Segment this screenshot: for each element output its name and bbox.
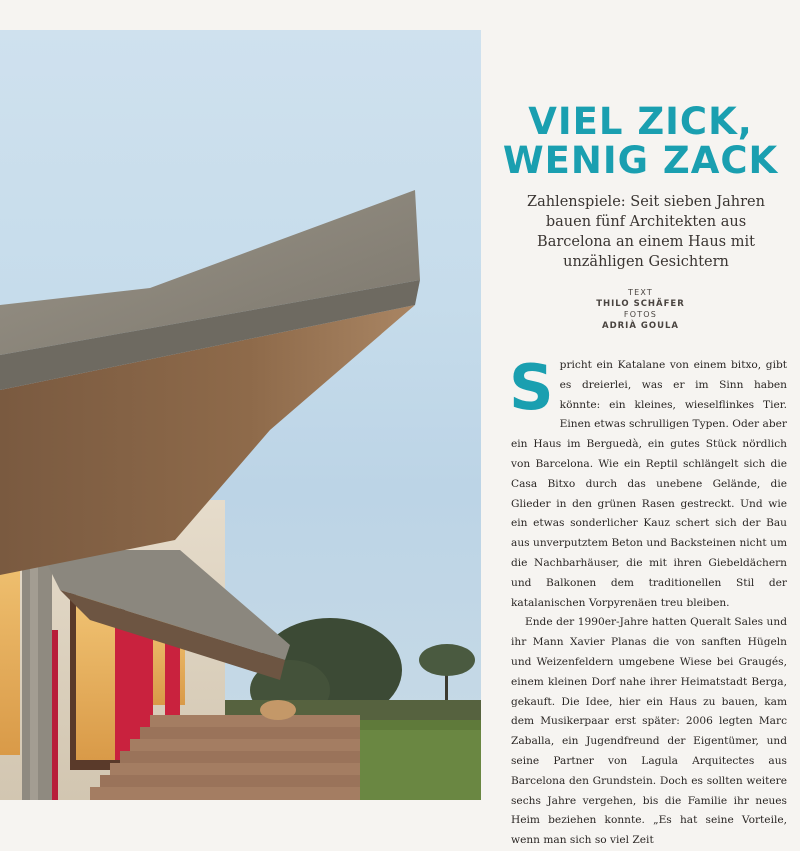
photo-label: FOTOS: [623, 310, 658, 319]
subtitle: Zahlenspiele: Seit sieben Jahren bauen fünf Architekten aus Barcelona an einem Haus mit unzähligen Gesichtern: [527, 194, 765, 270]
headline-line-1: VIEL ZICK,: [528, 100, 753, 143]
article-column: [481, 0, 800, 847]
house-photo-illustration: [0, 30, 481, 800]
palm-tree: [419, 644, 475, 676]
text-author: THILO SCHÄFER: [596, 299, 685, 309]
article-photo: [0, 30, 481, 800]
article-body: [509, 351, 787, 851]
headline-line-2: WENIG ZACK: [502, 139, 779, 182]
credits: [481, 288, 800, 332]
drop-cap: S: [509, 351, 554, 424]
photo-author: ADRIÀ GOULA: [602, 321, 679, 331]
body-paragraph-1: pricht ein Katalane von einem bitxo, gibt es dreierlei, was er im Sinn haben könnte: ein kleines, wieselflinkes Tier. Einen etwas schrulligen Typen. Oder aber ein Haus im Berguedà, ein gutes Stück nördlich von Barcelona. Wie ein Reptil schlängelt sich die Casa Bitxo durch das unebene Gelände, die Glieder in den grünen Rasen gestreckt. Und wie ein etwas sonderlicher Kauz schert sich der Bau aus unverputztem Beton und Backsteinen nicht um die Nachbarhäuser, die mit ihren Giebeldächern und Balkonen dem traditionellen Stil der katalanischen Vorpyrenäen treu bleiben.: [511, 359, 787, 609]
body-paragraph-2: Ende der 1990er-Jahre hatten Queralt Sales und ihr Mann Xavier Planas die von sanften Hügeln und Weizenfeldern umgebene Wiese bei Graugés, einem kleinen Dorf nahe ihrer Heimatstadt Berga, gekauft. Die Idee, hier ein Haus zu bauen, kam dem Musikerpaar erst später: 2006 legten Marc Zaballa, ein Jugendfreund der Eigentümer, und seine Partner von Lagula Arquitectes aus Barcelona den Grundstein. Doch es sollten weitere sechs Jahre vergehen, bis die Familie ihr neues Heim beziehen konnte. „Es hat seine Vorteile, wenn man sich so viel Zeit: [511, 616, 787, 847]
text-label: TEXT: [628, 288, 653, 297]
headline: [481, 102, 800, 180]
